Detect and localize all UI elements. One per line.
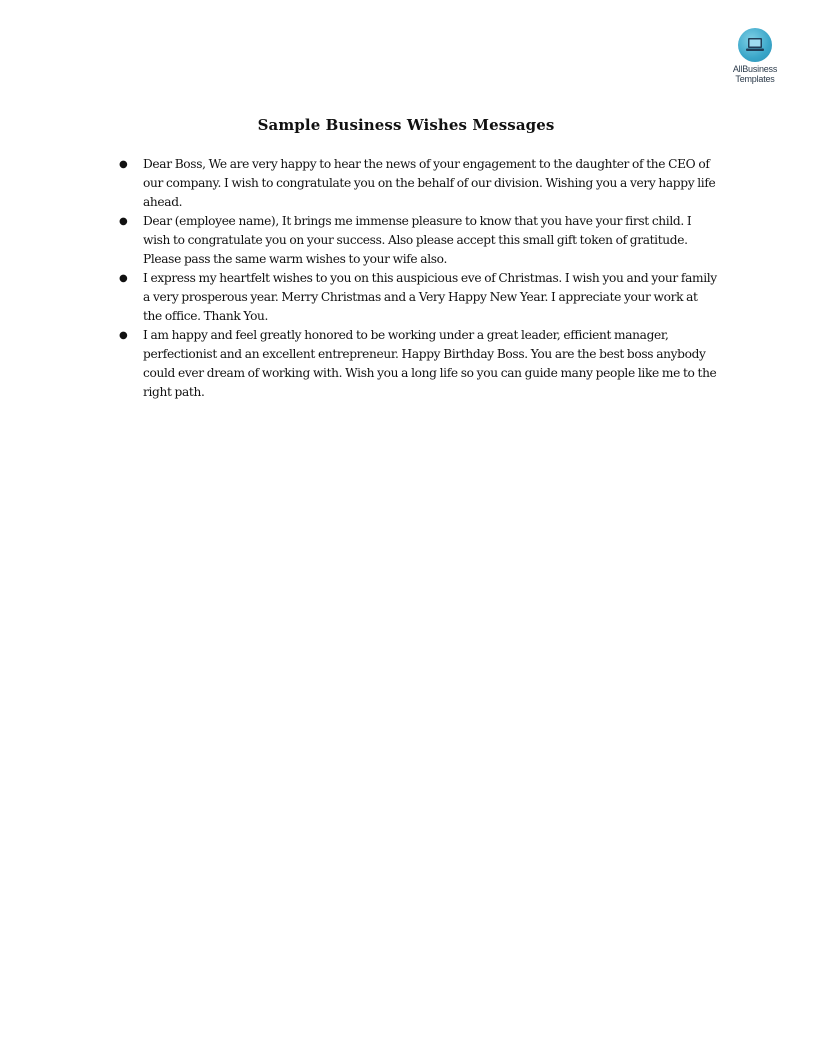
list-item xyxy=(119,326,718,402)
bullet-icon: ● xyxy=(119,216,128,227)
list-item xyxy=(119,155,718,212)
page-title: Sample Business Wishes Messages xyxy=(257,116,555,134)
list-item xyxy=(119,212,718,269)
logo-line-1: AllBusiness xyxy=(732,64,778,74)
wish-text: I am happy and feel greatly honored to be working under a great leader, efficient manager, perfectionist and an excellent entrepreneur. Happy Birthday Boss. You are the best boss anybody could ever dream of working with. Wish you a long life so you can guide many people like me to the right path. xyxy=(143,328,717,399)
laptop-icon xyxy=(738,28,772,62)
allbusiness-logo xyxy=(726,28,784,84)
wish-text: I express my heartfelt wishes to you on this auspicious eve of Christmas. I wish you and your family a very prosperous year. Merry Christmas and a Very Happy New Year. I appreciate your work at the office. Thank You. xyxy=(143,271,717,323)
wishes-list xyxy=(119,155,718,402)
bullet-icon: ● xyxy=(119,159,128,170)
wish-text: Dear (employee name), It brings me immense pleasure to know that you have your first child. I wish to congratulate you on your success. Also please accept this small gift token of gratitude. Please pass the same warm wishes to your wife also. xyxy=(143,214,692,266)
wish-text: Dear Boss, We are very happy to hear the news of your engagement to the daughter of the CEO of our company. I wish to congratulate you on the behalf of our division. Wishing you a very happy life ahead. xyxy=(143,157,716,209)
bullet-icon: ● xyxy=(119,330,128,341)
logo-text xyxy=(726,64,784,84)
logo-line-2: Templates xyxy=(735,74,775,84)
list-item xyxy=(119,269,718,326)
bullet-icon: ● xyxy=(119,273,128,284)
